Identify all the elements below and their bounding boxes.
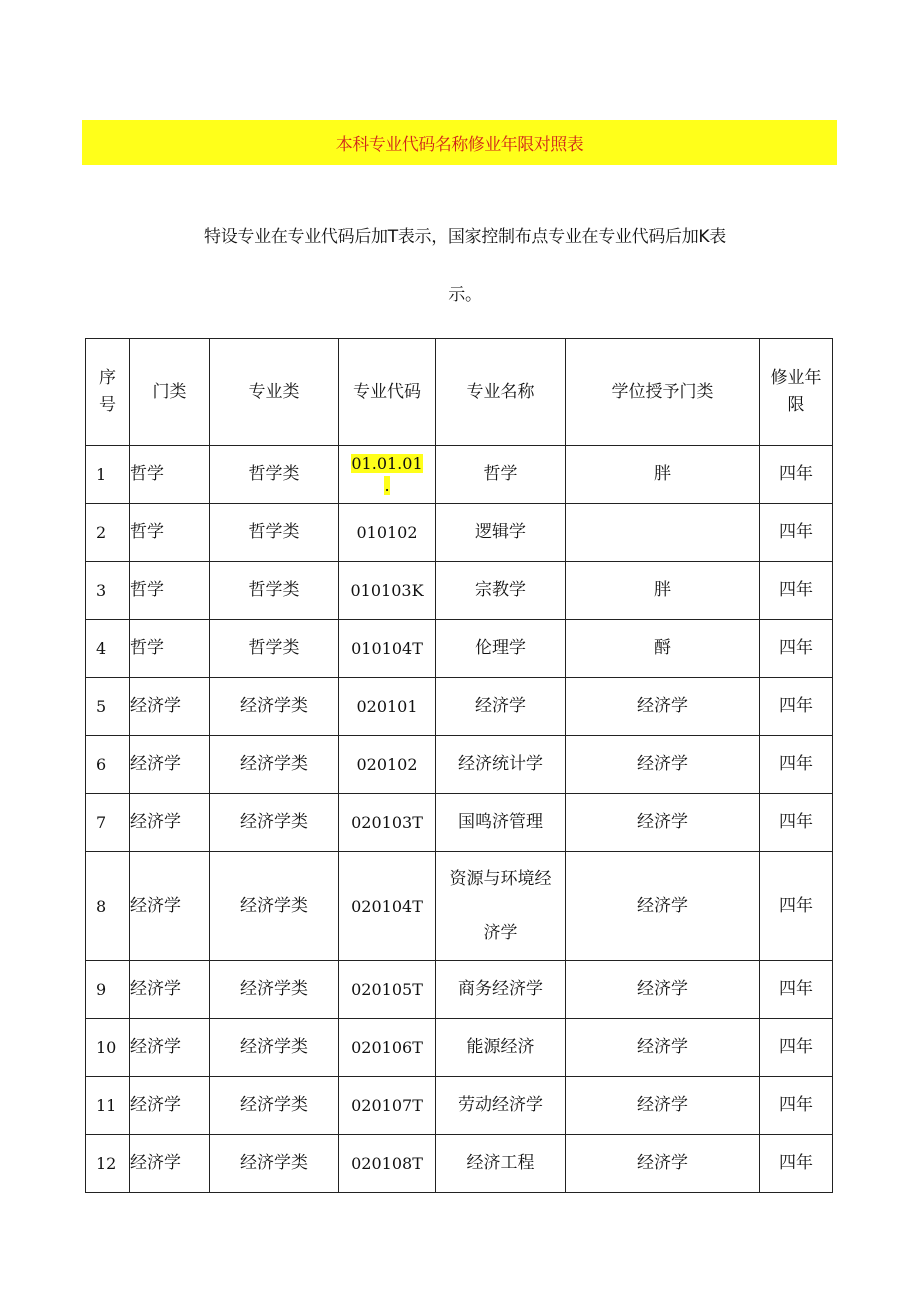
cell-name — [436, 961, 566, 1019]
cell-class: 哲学类 — [210, 620, 339, 678]
cell-years: 四年 — [760, 794, 833, 852]
cell-code — [339, 1019, 436, 1077]
page-title: 本科专业代码名称修业年限对照表 — [335, 135, 584, 155]
cell-degree: 经济学 — [566, 736, 760, 794]
table-row — [86, 1077, 833, 1135]
cell-category: 经济学 — [130, 1135, 210, 1193]
cell-name — [436, 562, 566, 620]
cell-class: 经济学类 — [210, 961, 339, 1019]
name-text: 哲学 — [483, 464, 518, 484]
name-text: 经济工程 — [466, 1153, 535, 1173]
table-row — [86, 1019, 833, 1077]
cell-degree: 酹 — [566, 620, 760, 678]
cell-degree: 经济学 — [566, 1077, 760, 1135]
cell-category: 经济学 — [130, 1019, 210, 1077]
cell-code — [339, 794, 436, 852]
cell-code — [339, 620, 436, 678]
header-degree: 学位授予门类 — [566, 339, 760, 446]
cell-degree: 胖 — [566, 562, 760, 620]
cell-class: 哲学类 — [210, 504, 339, 562]
cell-seq: 2 — [86, 504, 130, 562]
cell-category: 经济学 — [130, 678, 210, 736]
code-text: 020103T — [351, 813, 423, 832]
name-text: 劳动经济学 — [458, 1095, 543, 1115]
cell-name — [436, 794, 566, 852]
cell-code — [339, 961, 436, 1019]
cell-name — [436, 1019, 566, 1077]
cell-name — [436, 504, 566, 562]
header-seq: 序 号 — [86, 339, 130, 446]
cell-class: 经济学类 — [210, 736, 339, 794]
cell-degree: 经济学 — [566, 794, 760, 852]
table-header-row — [86, 339, 833, 446]
cell-name — [436, 620, 566, 678]
header-class: 专业类 — [210, 339, 339, 446]
cell-code — [339, 446, 436, 504]
cell-category: 经济学 — [130, 852, 210, 961]
cell-class: 哲学类 — [210, 446, 339, 504]
major-table — [85, 338, 833, 1193]
table-row — [86, 852, 833, 961]
cell-seq: 8 — [86, 852, 130, 961]
cell-years: 四年 — [760, 1019, 833, 1077]
cell-seq: 11 — [86, 1077, 130, 1135]
intro-line-1: 特设专业在专业代码后加T表示，国家控制布点专业在专业代码后加K表 — [204, 227, 726, 247]
cell-years: 四年 — [760, 562, 833, 620]
cell-degree: 经济学 — [566, 852, 760, 961]
name-text: 宗教学 — [475, 580, 526, 600]
cell-seq: 12 — [86, 1135, 130, 1193]
cell-category: 哲学 — [130, 620, 210, 678]
cell-class: 经济学类 — [210, 1077, 339, 1135]
cell-code — [339, 852, 436, 961]
table-row — [86, 446, 833, 504]
cell-category: 经济学 — [130, 736, 210, 794]
table-row — [86, 961, 833, 1019]
cell-years: 四年 — [760, 678, 833, 736]
cell-degree — [566, 504, 760, 562]
cell-code — [339, 678, 436, 736]
cell-years: 四年 — [760, 446, 833, 504]
cell-name — [436, 446, 566, 504]
cell-name — [436, 736, 566, 794]
code-text: 020108T — [351, 1154, 423, 1173]
table-row — [86, 1135, 833, 1193]
code-text: 020105T — [351, 980, 423, 999]
cell-name — [436, 1077, 566, 1135]
cell-years: 四年 — [760, 620, 833, 678]
header-category: 门类 — [130, 339, 210, 446]
table-row — [86, 562, 833, 620]
cell-seq: 9 — [86, 961, 130, 1019]
code-text: 020104T — [351, 896, 423, 916]
name-text: 经济学 — [475, 696, 526, 716]
cell-name — [436, 852, 566, 961]
cell-code — [339, 1077, 436, 1135]
cell-name — [436, 678, 566, 736]
cell-degree: 经济学 — [566, 678, 760, 736]
name-text: 国鸣济管理 — [458, 812, 543, 832]
table-row — [86, 794, 833, 852]
table-row — [86, 620, 833, 678]
header-years: 修业年 限 — [760, 339, 833, 446]
cell-code — [339, 504, 436, 562]
cell-class: 经济学类 — [210, 852, 339, 961]
code-text: 020106T — [351, 1038, 423, 1057]
intro-line-2: 示。 — [448, 285, 482, 305]
cell-years: 四年 — [760, 961, 833, 1019]
cell-degree: 经济学 — [566, 1019, 760, 1077]
cell-degree: 经济学 — [566, 961, 760, 1019]
cell-class: 经济学类 — [210, 1135, 339, 1193]
cell-years: 四年 — [760, 1135, 833, 1193]
table-row — [86, 504, 833, 562]
table-row — [86, 736, 833, 794]
cell-years: 四年 — [760, 1077, 833, 1135]
name-text: 济学 — [483, 923, 518, 943]
table-row — [86, 678, 833, 736]
name-text: 资源与环境经 — [449, 869, 552, 889]
cell-seq: 6 — [86, 736, 130, 794]
cell-code — [339, 562, 436, 620]
cell-seq: 5 — [86, 678, 130, 736]
code-text: 010103K — [350, 581, 424, 600]
code-text: 020102 — [356, 755, 418, 774]
cell-category: 哲学 — [130, 504, 210, 562]
cell-code — [339, 736, 436, 794]
cell-category: 经济学 — [130, 961, 210, 1019]
cell-code — [339, 1135, 436, 1193]
cell-class: 哲学类 — [210, 562, 339, 620]
cell-category: 哲学 — [130, 562, 210, 620]
code-text: 010104T — [351, 639, 423, 658]
header-name: 专业名称 — [436, 339, 566, 446]
cell-degree: 胖 — [566, 446, 760, 504]
cell-class: 经济学类 — [210, 678, 339, 736]
cell-seq: 3 — [86, 562, 130, 620]
cell-seq: 10 — [86, 1019, 130, 1077]
name-text: 经济统计学 — [458, 754, 543, 774]
name-text: 伦理学 — [475, 638, 526, 658]
name-text: 商务经济学 — [458, 979, 543, 999]
cell-years: 四年 — [760, 504, 833, 562]
cell-years: 四年 — [760, 852, 833, 961]
code-text: 010102 — [356, 523, 418, 542]
code-text: 020107T — [351, 1096, 423, 1115]
cell-degree: 经济学 — [566, 1135, 760, 1193]
title-banner — [82, 120, 837, 165]
cell-years: 四年 — [760, 736, 833, 794]
code-text: 020101 — [356, 697, 418, 716]
cell-class: 经济学类 — [210, 794, 339, 852]
cell-seq: 7 — [86, 794, 130, 852]
cell-class: 经济学类 — [210, 1019, 339, 1077]
header-code: 专业代码 — [339, 339, 436, 446]
cell-name — [436, 1135, 566, 1193]
name-text: 逻辑学 — [475, 522, 526, 542]
cell-category: 经济学 — [130, 1077, 210, 1135]
code-text: . — [384, 475, 390, 495]
cell-seq: 1 — [86, 446, 130, 504]
cell-category: 哲学 — [130, 446, 210, 504]
name-text: 能源经济 — [466, 1037, 535, 1057]
cell-category: 经济学 — [130, 794, 210, 852]
code-text: 01.01.01 — [351, 453, 423, 473]
cell-seq: 4 — [86, 620, 130, 678]
